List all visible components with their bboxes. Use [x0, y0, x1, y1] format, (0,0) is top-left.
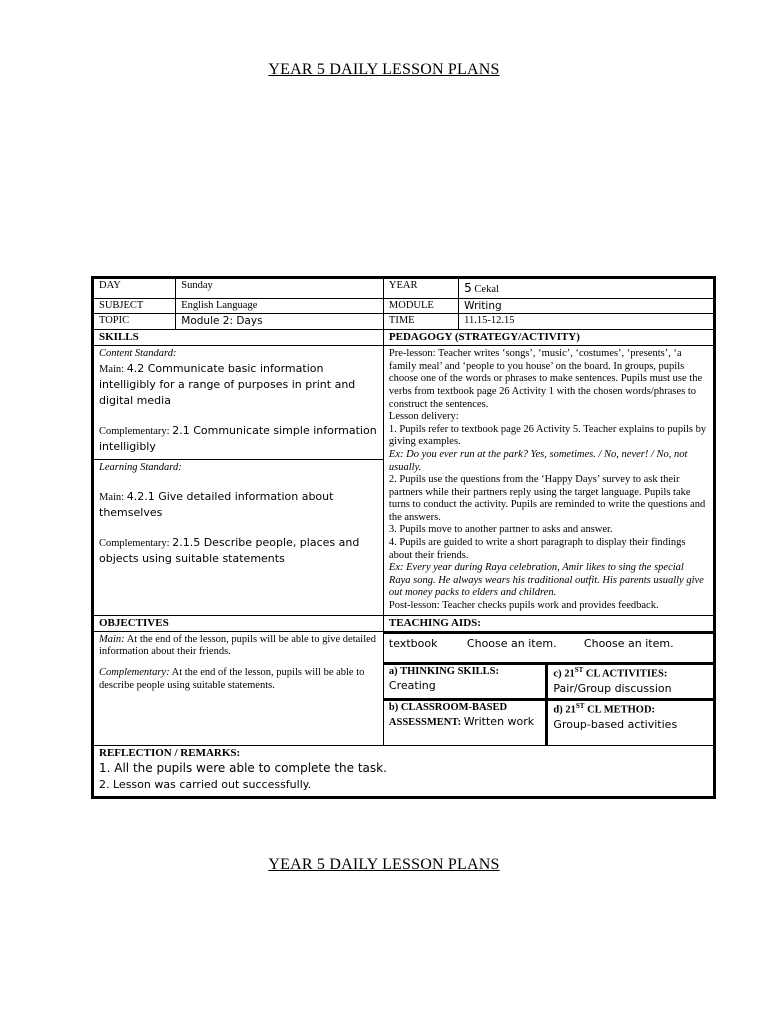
pre-lesson: Pre-lesson: Teacher writes ‘songs’, ‘music’, ‘costumes’, ‘presents’, ‘a family meal’ and ‘people to you house’ on the board. In groups, pupils choose one of the words or phrases to make sentences. Pupils must use the verbs from textbook page 26 Activity 1 with the chosen words/phrases to construct the sentences.: [388, 348, 703, 410]
teaching-aid-1[interactable]: textbook: [388, 636, 438, 650]
year-label: YEAR: [383, 278, 458, 299]
reflection-heading: REFLECTION / REMARKS:: [99, 746, 241, 759]
lesson-delivery-label: Lesson delivery:: [388, 411, 459, 423]
reflection-line-2[interactable]: 2. Lesson was carried out successfully.: [99, 777, 312, 791]
assessment-cell: [384, 699, 547, 745]
day-value[interactable]: Sunday: [176, 278, 384, 299]
reflection-line-1[interactable]: 1. All the pupils were able to complete the task.: [99, 761, 387, 776]
cl-activities-label: c) 21ST CL ACTIVITIES:: [553, 665, 668, 680]
module-value[interactable]: Writing: [459, 298, 715, 314]
pedagogy-cell: [383, 329, 714, 615]
step-4: 4. Pupils are guided to write a short paragraph to display their findings about their friends.: [388, 537, 686, 561]
aids-cell: [383, 615, 714, 745]
pedagogy-body[interactable]: [384, 346, 713, 614]
assessment-value[interactable]: Written work: [463, 715, 535, 729]
obj-comp-text: At the end of the lesson, pupils will be able to describe people using suitable statements.: [99, 667, 365, 691]
cl-activities-value[interactable]: Pair/Group discussion: [553, 681, 672, 695]
objectives-cell: [93, 615, 384, 745]
step-4-example: Ex: Every year during Raya celebration, Amir likes to sing the special Raya song. He always wears his traditional outfit. His parents usually give out money packs to elders and children.: [388, 562, 704, 599]
ls-comp-prefix: Complementary:: [99, 537, 170, 549]
row-reflection: [93, 745, 715, 797]
ls-comp-text[interactable]: 2.1.5 Describe people, places and objects using suitable statements: [99, 535, 360, 565]
step-1-example: Ex: Do you ever run at the park? Yes, sometimes. / No, never! / No, not usually.: [388, 448, 688, 473]
step-1: 1. Pupils refer to textbook page 26 Activity 5. Teacher explains to pupils by giving examples.: [388, 423, 707, 448]
content-standard: [94, 346, 383, 459]
obj-main-prefix: Main:: [99, 633, 125, 645]
row-skills-pedagogy: [93, 329, 715, 615]
skills-heading: SKILLS: [94, 330, 383, 346]
year-value[interactable]: [459, 278, 715, 299]
skills-cell: [93, 329, 384, 615]
cl-method-cell: [547, 699, 713, 745]
row-topic: [93, 314, 715, 330]
time-value[interactable]: 11.15-12.15: [459, 314, 715, 330]
skills-grid: [384, 665, 713, 745]
page-title-repeat: YEAR 5 DAILY LESSON PLANS: [268, 856, 500, 873]
row-subject: [93, 298, 715, 314]
learning-standard: [94, 459, 383, 568]
subject-label: SUBJECT: [93, 298, 176, 314]
topic-label: TOPIC: [93, 314, 176, 330]
comp-prefix: Complementary:: [99, 425, 170, 437]
teaching-aid-3[interactable]: Choose an item.: [583, 636, 674, 650]
page-title: YEAR 5 DAILY LESSON PLANS: [268, 61, 500, 78]
ls-main-prefix: Main:: [99, 491, 125, 503]
content-comp-text[interactable]: 2.1 Communicate simple information intelligibly: [99, 423, 377, 453]
time-label: TIME: [383, 314, 458, 330]
content-main-text[interactable]: 4.2 Communicate basic information intelligibly for a range of purposes in print and digital media: [99, 361, 356, 407]
lesson-plan-table: [91, 276, 716, 799]
assessment-label: b) CLASSROOM-BASED ASSESSMENT: Written work: [388, 701, 535, 729]
subject-value[interactable]: English Language: [176, 298, 384, 314]
teaching-aids-heading: TEACHING AIDS:: [384, 616, 713, 634]
objectives-heading: OBJECTIVES: [94, 616, 383, 632]
day-label: DAY: [93, 278, 176, 299]
teaching-aids-list: [384, 634, 713, 665]
teaching-aid-2[interactable]: Choose an item.: [466, 636, 557, 650]
cl-method-label: d) 21ST CL METHOD:: [553, 701, 656, 716]
thinking-skills-cell: [384, 665, 547, 700]
step-3: 3. Pupils move to another partner to asks and answer.: [388, 524, 613, 536]
obj-main-text: At the end of the lesson, pupils will be able to give detailed information about their friends.: [99, 633, 377, 658]
main-prefix: Main:: [99, 363, 125, 375]
objectives-body[interactable]: [94, 632, 383, 694]
obj-comp-prefix: Complementary:: [99, 667, 170, 679]
post-lesson: Post-lesson: Teacher checks pupils work and provides feedback.: [388, 600, 659, 612]
step-2: 2. Pupils use the questions from the ‘Happy Days’ survey to ask their partners while their partners reply using the target language. Pupils take turns to conduct the activity. Pupils are reminded to write the questions and the answers.: [388, 474, 706, 523]
content-standard-label: Content Standard:: [99, 348, 177, 360]
year-number: 5: [464, 281, 472, 295]
thinking-skills-value[interactable]: Creating: [388, 679, 436, 693]
cl-activities-cell: [547, 665, 713, 700]
topic-value[interactable]: Module 2: Days: [176, 314, 384, 330]
row-day: [93, 278, 715, 299]
thinking-skills-label: a) THINKING SKILLS:: [388, 665, 500, 677]
year-class: Cekal: [474, 284, 499, 295]
pedagogy-heading: PEDAGOGY (STRATEGY/ACTIVITY): [384, 330, 713, 346]
learning-standard-label: Learning Standard:: [99, 462, 182, 474]
row-objectives: [93, 615, 715, 745]
cl-method-value[interactable]: Group-based activities: [553, 717, 678, 731]
module-label: MODULE: [383, 298, 458, 314]
ls-main-text[interactable]: 4.2.1 Give detailed information about themselves: [99, 489, 334, 519]
reflection-cell: [93, 745, 715, 797]
